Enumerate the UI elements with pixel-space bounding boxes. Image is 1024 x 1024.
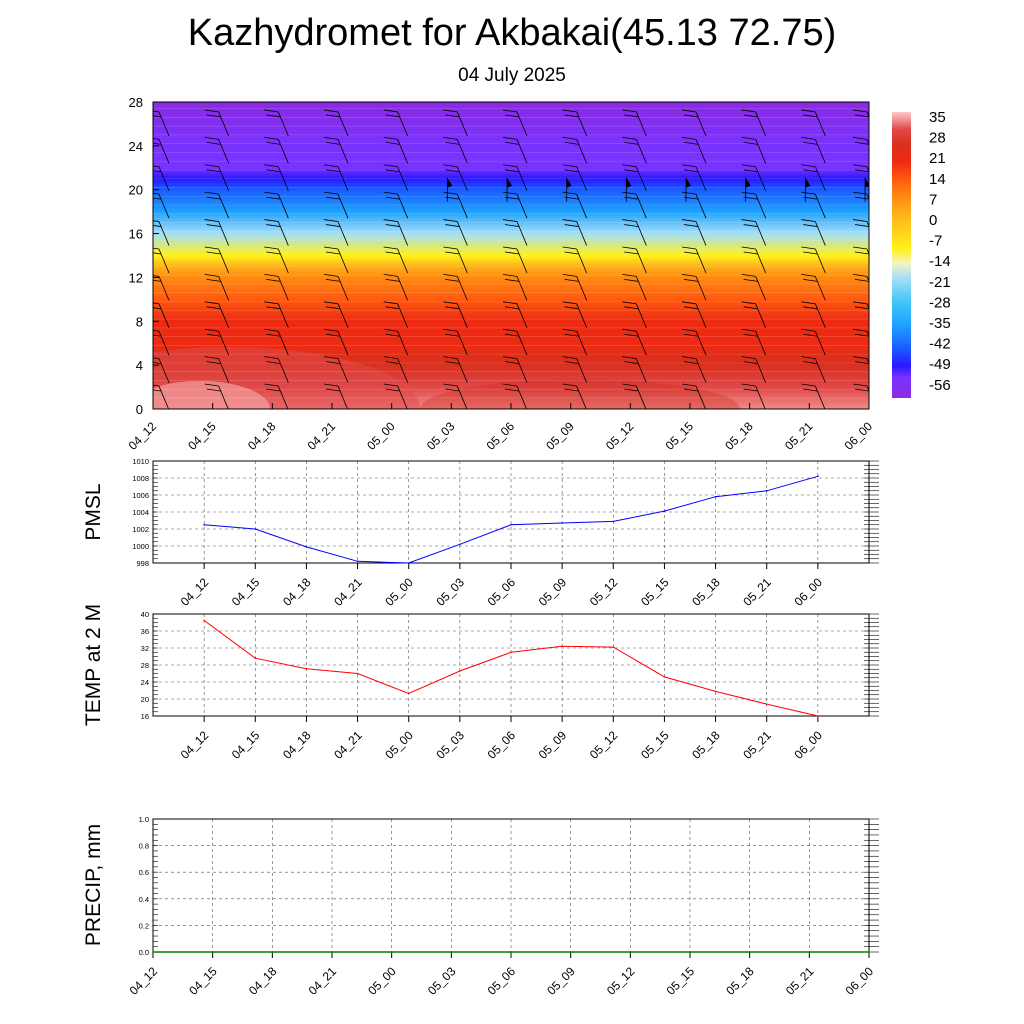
x-tick-label: 05_09 [535, 728, 570, 762]
x-tick-label: 04_12 [177, 575, 212, 609]
x-tick-label: 05_06 [483, 419, 518, 453]
x-tick-label: 05_18 [689, 575, 723, 609]
x-tick-label: 04_18 [280, 575, 314, 609]
data-point [272, 951, 274, 953]
y-tick-label: 1008 [132, 474, 149, 483]
y-tick-label: 12 [128, 270, 143, 286]
y-tick-label: 8 [135, 314, 143, 330]
x-tick-label: 05_21 [740, 728, 774, 762]
y-tick-label: 1006 [132, 491, 149, 500]
x-tick-label: 05_12 [586, 728, 621, 762]
x-tick-label: 04_15 [185, 419, 219, 453]
x-tick-label: 05_06 [484, 728, 519, 762]
data-point [408, 693, 410, 695]
y-tick-label: 1002 [132, 525, 149, 534]
x-tick-label: 04_15 [228, 728, 263, 762]
x-tick-label: 05_12 [603, 964, 638, 998]
y-tick-label: 4 [135, 358, 143, 374]
colorbar-label: 28 [929, 129, 946, 147]
x-tick-label: 05_00 [365, 964, 399, 998]
data-point [357, 673, 359, 675]
data-point [306, 546, 308, 548]
y-axis-label: PRECIP, mm [82, 823, 105, 947]
y-tick-label: 20 [128, 182, 143, 198]
data-point [664, 510, 666, 512]
data-point [715, 496, 717, 498]
x-tick-label: 04_12 [177, 728, 212, 762]
data-point [613, 521, 615, 523]
y-tick-label: 0.6 [138, 868, 149, 878]
data-point [664, 676, 666, 678]
y-tick-label: 0.0 [138, 948, 149, 957]
y-tick-label: 0 [135, 402, 143, 417]
y-tick-label: 0.8 [138, 841, 149, 851]
colorbar-label: 0 [929, 212, 938, 229]
colorbar-label: -35 [929, 315, 951, 332]
data-point [630, 951, 632, 953]
data-point [689, 951, 691, 953]
colorbar-label: -7 [929, 232, 943, 250]
x-tick-label: 04_18 [244, 419, 279, 453]
x-tick-label: 05_18 [689, 728, 723, 762]
x-tick-label: 05_06 [484, 964, 519, 998]
x-tick-label: 05_18 [723, 964, 757, 998]
colorbar-label: -28 [929, 294, 951, 312]
x-tick-label: 05_03 [423, 419, 458, 453]
y-tick-label: 1.0 [138, 815, 149, 824]
data-point [613, 646, 615, 648]
data-point [203, 620, 205, 622]
y-tick-label: 1000 [132, 542, 149, 551]
x-tick-label: 06_00 [841, 419, 876, 453]
data-point [306, 668, 308, 670]
data-point [391, 951, 393, 953]
x-tick-label: 05_03 [424, 964, 459, 998]
y-axis-label: TEMP at 2 M [82, 603, 105, 727]
data-point [451, 951, 453, 953]
colorbar-label: -42 [929, 335, 951, 353]
x-tick-label: 04_21 [331, 575, 365, 609]
x-tick-label: 05_06 [484, 575, 519, 609]
y-tick-label: 998 [136, 559, 149, 568]
y-tick-label: 36 [140, 627, 149, 636]
data-point [408, 562, 410, 564]
x-tick-label: 05_18 [722, 419, 756, 453]
colorbar-ramp [892, 112, 911, 398]
colorbar-label: -56 [929, 376, 951, 394]
x-tick-label: 05_21 [782, 964, 817, 998]
data-point [715, 691, 717, 693]
y-tick-label: 16 [128, 226, 143, 242]
x-tick-label: 06_00 [791, 575, 825, 609]
data-point [510, 524, 512, 526]
chart-date: 04 July 2025 [458, 65, 566, 86]
colorbar-label: 14 [929, 170, 946, 188]
x-tick-label: 05_15 [638, 575, 672, 609]
data-point [749, 951, 751, 953]
y-axis-label: PMSL [82, 483, 105, 541]
temp-2m-panel [82, 604, 879, 762]
y-tick-label: 1004 [132, 508, 149, 517]
x-tick-label: 04_21 [331, 728, 365, 762]
x-tick-label: 05_15 [663, 964, 698, 998]
data-point [809, 951, 811, 953]
y-tick-label: 1010 [132, 457, 149, 466]
x-tick-label: 05_03 [433, 728, 467, 762]
x-tick-label: 04_12 [125, 419, 160, 453]
colorbar-label: 35 [929, 109, 946, 126]
data-point [255, 528, 257, 530]
x-tick-label: 05_12 [586, 575, 621, 609]
data-point [510, 652, 512, 654]
x-tick-label: 04_15 [228, 575, 263, 609]
data-point [766, 703, 768, 705]
x-tick-label: 05_21 [740, 575, 774, 609]
x-tick-label: 05_03 [433, 575, 467, 609]
colorbar-label: 21 [929, 150, 946, 168]
data-point [817, 476, 819, 478]
x-tick-label: 04_18 [280, 728, 314, 762]
data-point [561, 646, 563, 648]
data-point [561, 522, 563, 524]
colorbar-label: 7 [929, 191, 938, 209]
x-tick-label: 04_12 [126, 964, 161, 998]
data-point [570, 951, 572, 953]
x-tick-label: 05_00 [364, 419, 398, 453]
x-tick-label: 04_15 [186, 964, 220, 998]
x-tick-label: 05_09 [544, 964, 578, 998]
data-point [212, 951, 214, 953]
y-tick-label: 0.4 [138, 894, 149, 904]
x-tick-label: 05_00 [382, 728, 416, 762]
data-point [459, 670, 461, 672]
x-tick-label: 05_09 [535, 575, 570, 609]
x-tick-label: 05_00 [382, 575, 416, 609]
y-tick-label: 24 [128, 138, 143, 154]
series-line [204, 476, 818, 563]
x-tick-label: 06_00 [791, 728, 825, 762]
colorbar-label: -14 [929, 253, 951, 271]
upper-air-cross-section [40, 95, 877, 471]
y-tick-label: 32 [140, 644, 149, 653]
data-point [331, 951, 333, 953]
x-tick-label: 04_21 [304, 419, 339, 453]
y-tick-label: 0.2 [138, 921, 149, 931]
x-tick-label: 05_21 [781, 419, 816, 453]
x-tick-label: 05_15 [662, 419, 697, 453]
y-tick-label: 40 [140, 610, 149, 619]
colorbar-label: -49 [929, 356, 951, 374]
y-tick-label: 20 [140, 695, 149, 704]
precip-panel [82, 815, 879, 998]
data-point [510, 951, 512, 953]
x-tick-label: 06_00 [842, 964, 877, 998]
data-point [203, 524, 205, 526]
colorbar-label: -21 [929, 273, 951, 291]
data-point [868, 951, 870, 953]
y-tick-label: 28 [128, 95, 143, 110]
data-point [152, 951, 154, 953]
pmsl-panel [82, 457, 879, 609]
y-tick-label: 24 [140, 678, 149, 687]
data-point [255, 657, 257, 659]
x-tick-label: 05_15 [638, 728, 672, 762]
colorbar [892, 109, 951, 398]
y-tick-label: 28 [140, 661, 149, 670]
data-point [766, 490, 768, 492]
data-point [357, 561, 359, 563]
chart-title: Kazhydromet for Akbakai(45.13 72.75) [187, 12, 837, 54]
data-point [817, 715, 819, 717]
x-tick-label: 05_09 [543, 419, 577, 453]
data-point [459, 544, 461, 546]
x-tick-label: 04_21 [305, 964, 340, 998]
x-tick-label: 04_18 [245, 964, 280, 998]
y-tick-label: 16 [140, 712, 149, 721]
x-tick-label: 05_12 [602, 419, 637, 453]
